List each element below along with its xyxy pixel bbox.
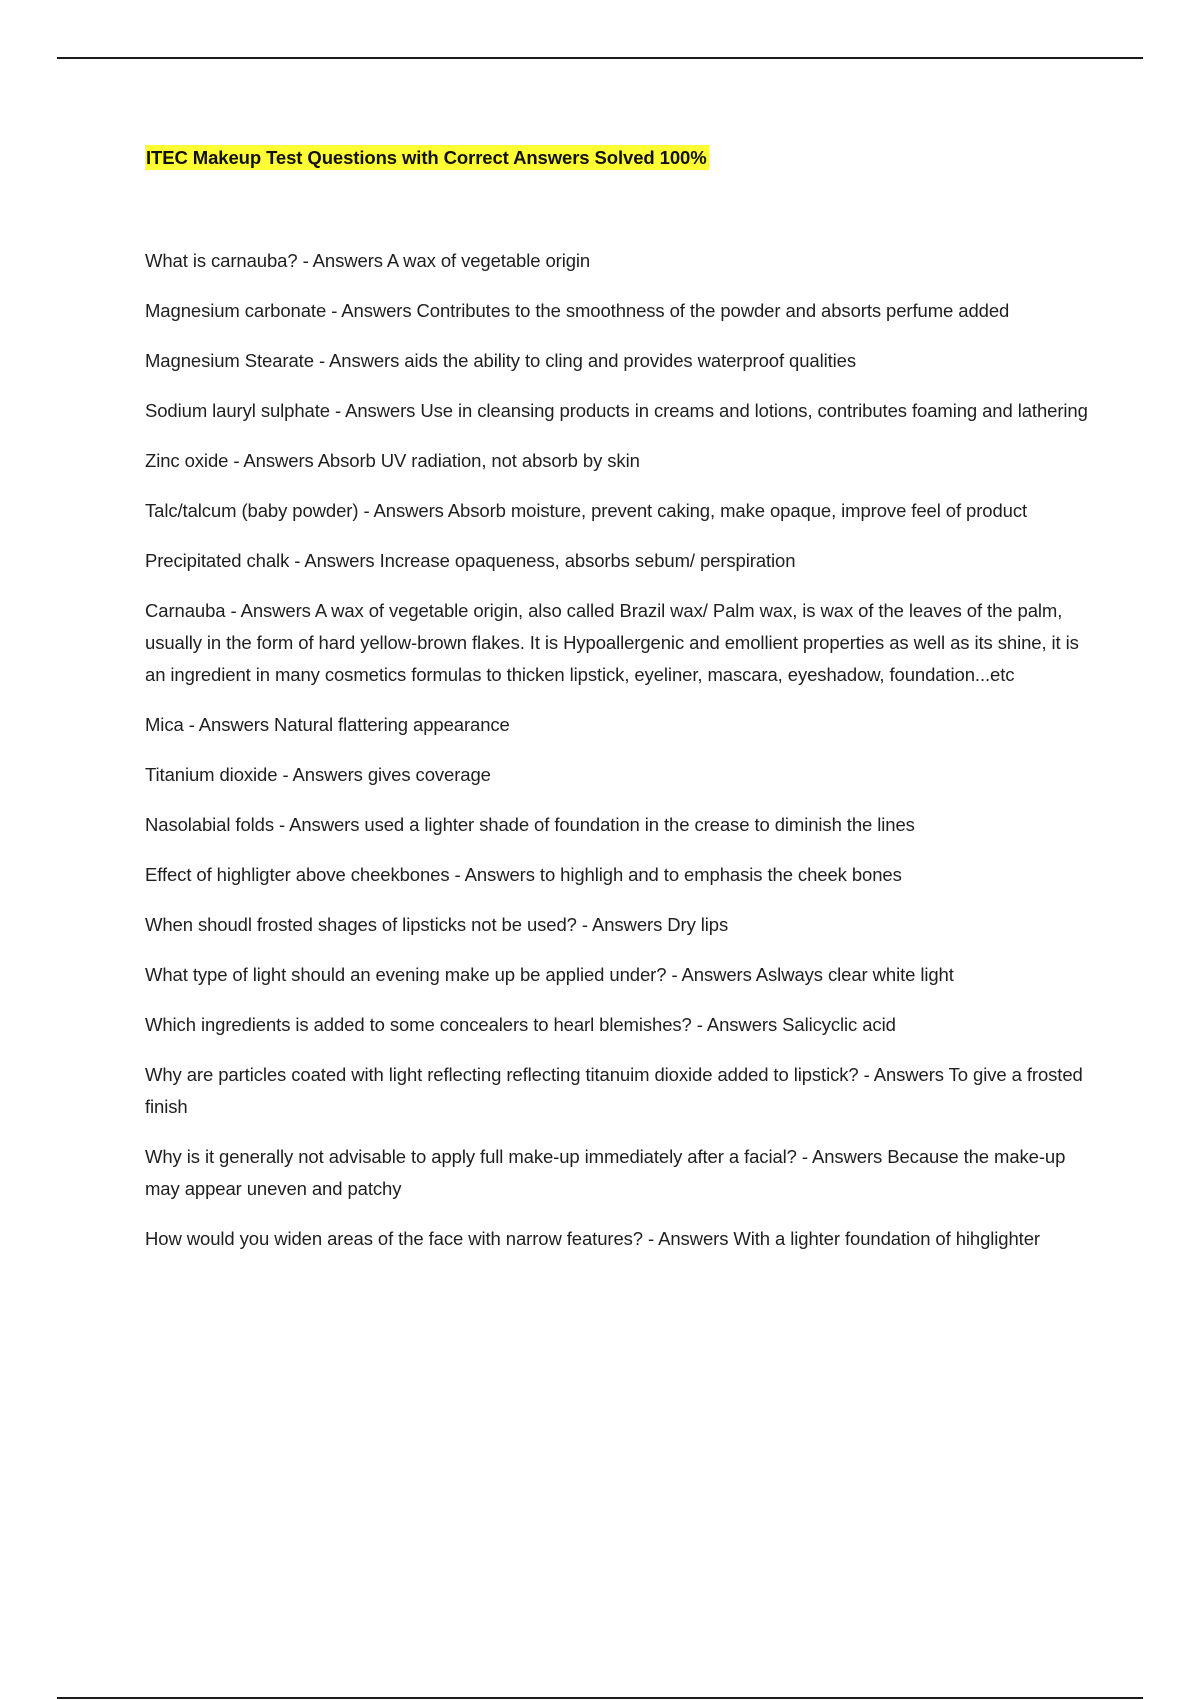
qa-item: Precipitated chalk - Answers Increase opaqueness, absorbs sebum/ perspiration: [145, 550, 796, 571]
top-rule: [57, 57, 1143, 59]
qa-item: Which ingredients is added to some concealers to hearl blemishes? - Answers Salicyclic acid: [145, 1014, 896, 1035]
qa-item: Mica - Answers Natural flattering appearance: [145, 714, 510, 735]
qa-list: [145, 245, 1095, 1255]
qa-item: Effect of highligter above cheekbones - Answers to highligh and to emphasis the cheek bones: [145, 864, 902, 885]
qa-item: Titanium dioxide - Answers gives coverage: [145, 764, 491, 785]
qa-item: Why is it generally not advisable to apply full make-up immediately after a facial? - Answers Because the make-up may appear uneven and patchy: [145, 1146, 1066, 1199]
qa-item: Magnesium Stearate - Answers aids the ability to cling and provides waterproof qualities: [145, 350, 857, 371]
qa-item: Why are particles coated with light reflecting reflecting titanuim dioxide added to lipstick? - Answers To give a frosted finish: [145, 1064, 1083, 1117]
qa-item: What is carnauba? - Answers A wax of vegetable origin: [145, 250, 591, 271]
bottom-rule: [57, 1697, 1143, 1699]
qa-item: What type of light should an evening make up be applied under? - Answers Aslways clear white light: [145, 964, 954, 985]
qa-item: Nasolabial folds - Answers used a lighter shade of foundation in the crease to diminish the lines: [145, 814, 915, 835]
qa-item: Zinc oxide - Answers Absorb UV radiation, not absorb by skin: [145, 450, 640, 471]
qa-item: Magnesium carbonate - Answers Contributes to the smoothness of the powder and absorts perfume added: [145, 300, 1010, 321]
qa-item: When shoudl frosted shages of lipsticks not be used? - Answers Dry lips: [145, 914, 729, 935]
qa-item: Carnauba - Answers A wax of vegetable origin, also called Brazil wax/ Palm wax, is wax of the leaves of the palm, usually in the form of hard yellow-brown flakes. It is Hypoallergenic and emollient properties as well as its shine, it is an ingredient in many cosmetics formulas to thicken lipstick, eyeliner, mascara, eyeshadow, foundation...etc: [145, 600, 1079, 685]
qa-item: Talc/talcum (baby powder) - Answers Absorb moisture, prevent caking, make opaque, improve feel of product: [145, 500, 1028, 521]
qa-item: How would you widen areas of the face with narrow features? - Answers With a lighter foundation of hihglighter: [145, 1228, 1040, 1249]
document-title: ITEC Makeup Test Questions with Correct Answers Solved 100%: [146, 147, 707, 168]
document-body: [145, 145, 1095, 1273]
qa-item: Sodium lauryl sulphate - Answers Use in cleansing products in creams and lotions, contributes foaming and lathering: [145, 400, 1088, 421]
